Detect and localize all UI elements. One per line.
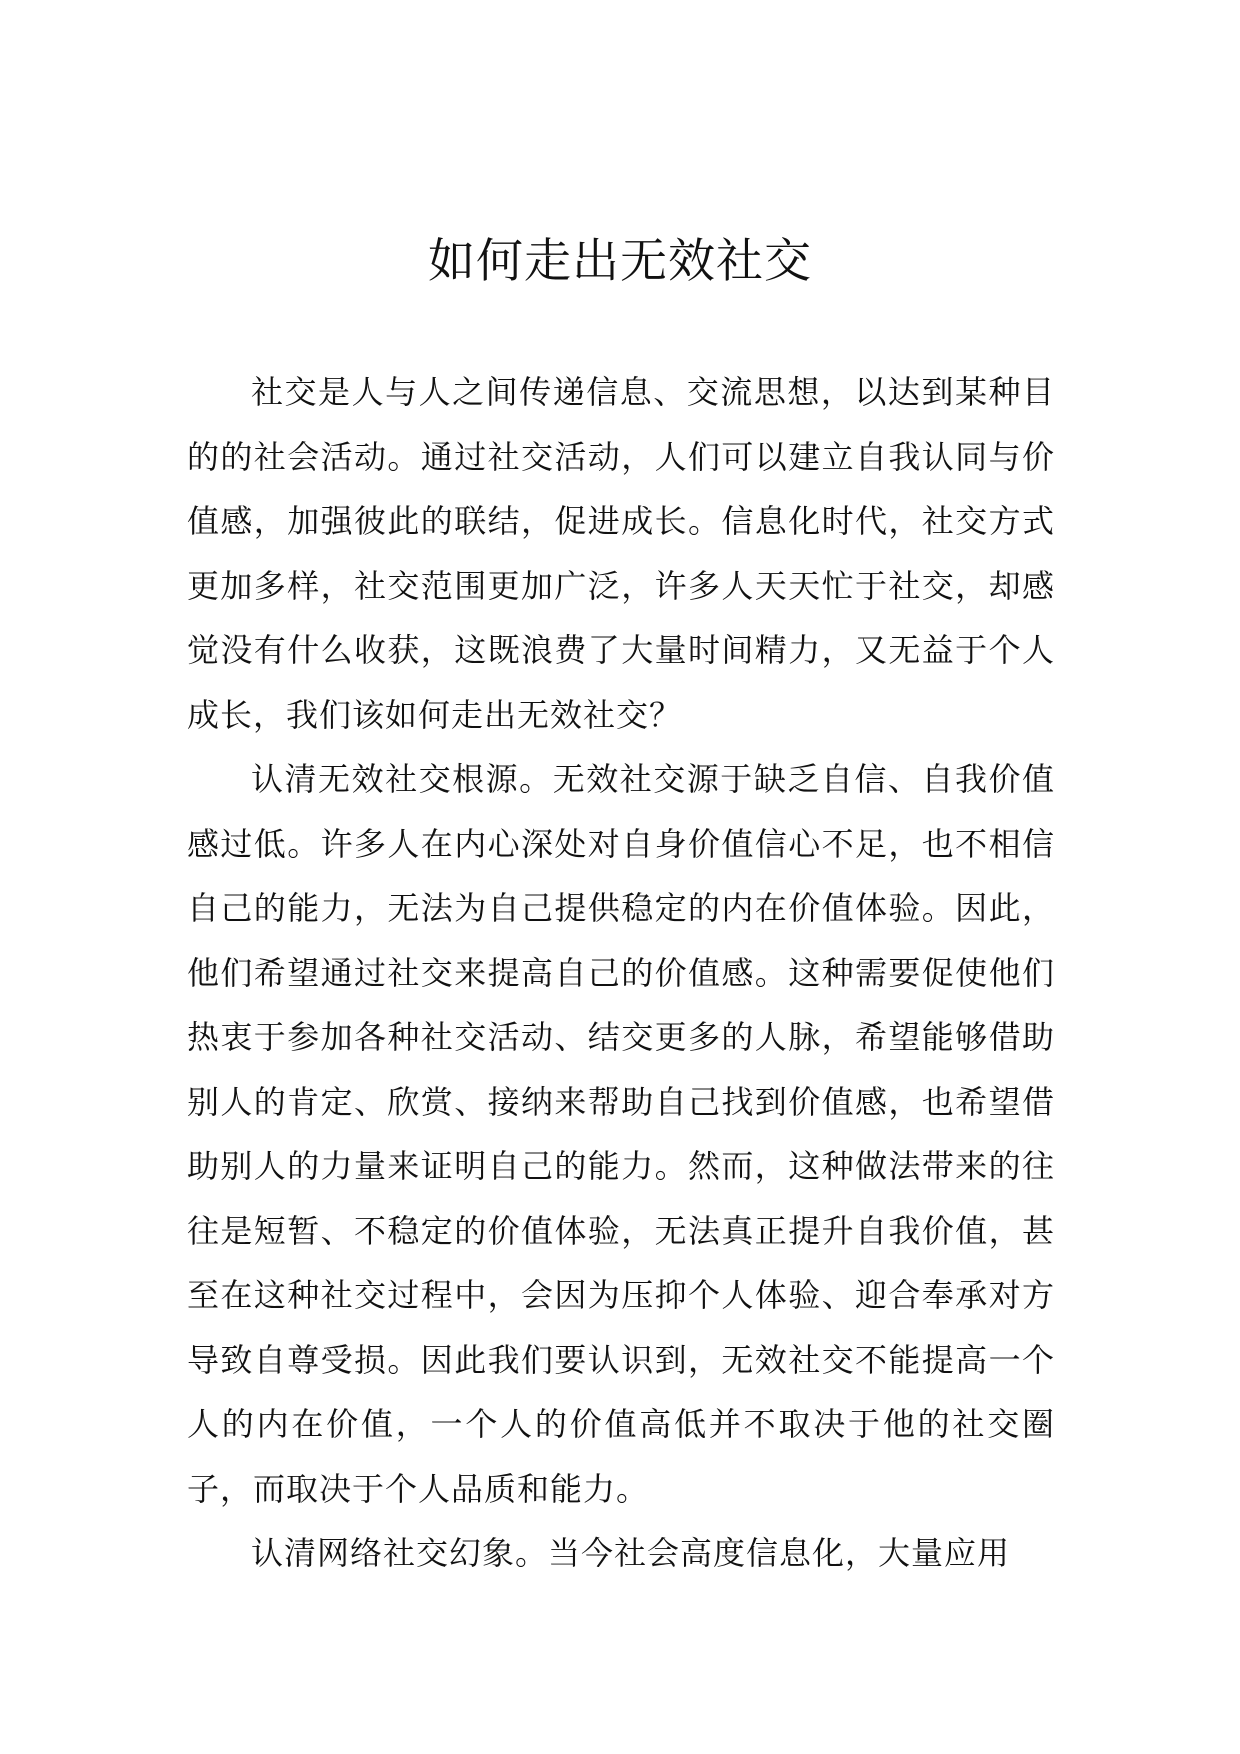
paragraph-online-illusion: 认清网络社交幻象。当今社会高度信息化，大量应用 (251, 1534, 1011, 1572)
document-body (187, 360, 1055, 1586)
paragraph-intro: 社交是人与人之间传递信息、交流思想，以达到某种目的的社会活动。通过社交活动，人们可以建立自我认同与价值感，加强彼此的联结，促进成长。信息化时代，社交方式更加多样，社交范围更加广泛，许多人天天忙于社交，却感觉没有什么收获，这既浪费了大量时间精力，又无益于个人成长，我们该如何走出无效社交？ (187, 373, 1055, 734)
document-title: 如何走出无效社交 (428, 234, 812, 289)
paragraph-root-causes: 认清无效社交根源。无效社交源于缺乏自信、自我价值感过低。许多人在内心深处对自身价值信心不足，也不相信自己的能力，无法为自己提供稳定的内在价值体验。因此，他们希望通过社交来提高自己的价值感。这种需要促使他们热衷于参加各种社交活动、结交更多的人脉，希望能够借助别人的肯定、欣赏、接纳来帮助自己找到价值感，也希望借助别人的力量来证明自己的能力。然而，这种做法带来的往往是短暂、不稳定的价值体验，无法真正提升自我价值，甚至在这种社交过程中，会因为压抑个人体验、迎合奉承对方导致自尊受损。因此我们要认识到，无效社交不能提高一个人的内在价值，一个人的价值高低并不取决于他的社交圈子，而取决于个人品质和能力。 (187, 760, 1055, 1508)
